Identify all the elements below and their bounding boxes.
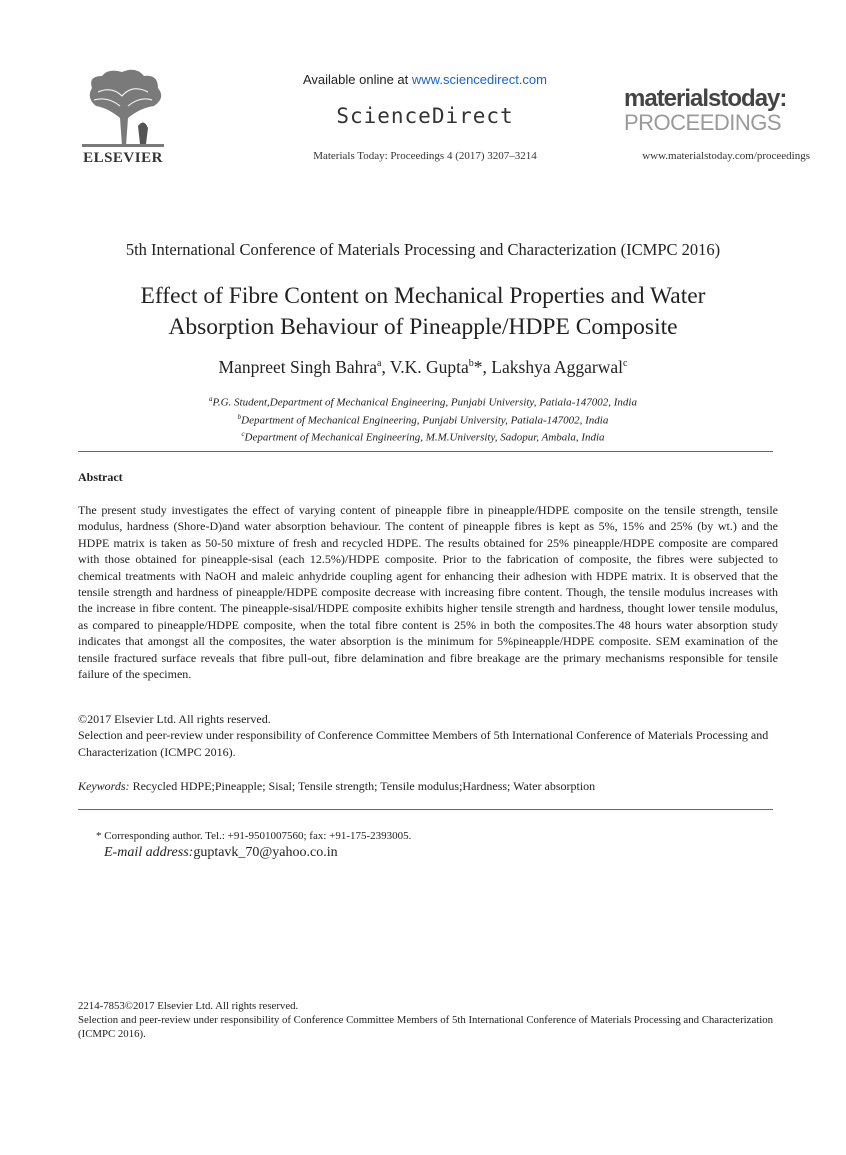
available-online — [240, 72, 610, 87]
email-label: E-mail address: — [104, 845, 194, 860]
author-list — [60, 357, 786, 378]
affiliation-b — [60, 410, 786, 428]
sciencedirect-link[interactable]: www.sciencedirect.com — [411, 72, 547, 87]
affiliation-c — [60, 427, 786, 445]
elsevier-wordmark: ELSEVIER — [83, 150, 163, 166]
corresponding-author-note: * Corresponding author. Tel.: +91-9501007560; fax: +91-175-2393005. — [96, 830, 412, 842]
author-affiliation-mark: c — [623, 358, 628, 370]
journal-logo-line1: materialstoday: — [624, 85, 787, 112]
divider-bottom — [78, 809, 773, 810]
journal-citation: Materials Today: Proceedings 4 (2017) 3207–3214 — [313, 150, 537, 162]
conference-name: 5th International Conference of Materials Processing and Characterization (ICMPC 2016) — [125, 240, 721, 259]
sciencedirect-wordmark: ScienceDirect — [336, 104, 514, 128]
author-affiliation-mark: b — [468, 358, 474, 370]
affiliation-text: P.G. Student,Department of Mechanical Engineering, Punjabi University, Patiala-147002, India — [212, 396, 637, 409]
author-separator: , — [381, 357, 390, 377]
title-line-2: Absorption Behaviour of Pineapple/HDPE Composite — [168, 314, 678, 340]
author-affiliation-mark: a — [376, 358, 382, 370]
abstract-copyright-block — [78, 711, 778, 760]
affiliations — [60, 392, 786, 445]
email-line — [104, 845, 704, 861]
journal-logo-line2: PROCEEDINGS — [624, 110, 782, 135]
title-line-1: Effect of Fibre Content on Mechanical Properties and Water — [140, 283, 706, 309]
abstract-body: The present study investigates the effect of varying content of pineapple fibre in pineapple/HDPE composite on the tensile strength, tensile modulus, hardness (Shore-D)and water absorption behaviour. The content of pineapple fibres is kept as 5%, 15% and 25% (by wt.) and the HDPE matrix is taken as 50-50 mixture of fresh and recycled HDPE. The results obtained for 25% pineapple/HDPE composite are compared with those obtained for pineapple-sisal (each 12.5%)/HDPE composite. Prior to the fabrication of composite, the fibres were subjected to chemical treatments with NaOH and maleic anhydride coupling agent for enhancing their adhesion with HDPE matrix. It is observed that the tensile strength and hardness of pineapple/HDPE composite decrease with increasing fibre content. Though, the tensile modulus increases with the increase in fibre content. The pineapple-sisal/HDPE composite exhibits higher tensile strength and hardness, thought lower tensile modulus, as compared to pineapple/HDPE composite, when the total fibre content is 25% in both the composites.The 48 hours water absorption study indicates that amongst all the composites, the water absorption is the minimum for 5%pineapple/HDPE composite. SEM examination of the tensile fractured surface reveals that fibre pull-out, fibre delamination and fibre breakage are the primary mechanisms responsible for tensile failure of the specimen. — [78, 503, 778, 682]
author-name: Manpreet Singh Bahra — [218, 357, 377, 377]
page-footer — [78, 999, 778, 1042]
paper-title — [60, 281, 786, 343]
affiliation-mark: c — [241, 430, 245, 439]
affiliation-text: Department of Mechanical Engineering, M.M.University, Sadopur, Ambala, India — [244, 431, 605, 444]
author-name: Lakshya Aggarwal — [491, 357, 623, 377]
affiliation-text: Department of Mechanical Engineering, Punjabi University, Patiala-147002, India — [241, 414, 609, 427]
footer-issn: 2214-7853©2017 Elsevier Ltd. All rights reserved. — [78, 1000, 299, 1012]
affiliation-mark: b — [237, 412, 242, 421]
keywords-text: Recycled HDPE;Pineapple; Sisal; Tensile strength; Tensile modulus;Hardness; Water absorption — [129, 779, 596, 793]
materials-today-logo — [620, 84, 810, 136]
author-separator: *, — [473, 357, 492, 377]
keywords-label: Keywords: — [78, 779, 130, 793]
available-online-prefix: Available online at — [302, 72, 412, 87]
peer-review-notice: Selection and peer-review under responsibility of Conference Committee Members of 5th International Conference of Materials Processing and Characterization (ICMPC 2016). — [78, 728, 769, 759]
affiliation-a — [60, 392, 786, 410]
abstract-heading: Abstract — [78, 470, 123, 484]
journal-url: www.materialstoday.com/proceedings — [642, 150, 810, 162]
copyright-notice: ©2017 Elsevier Ltd. All rights reserved. — [78, 712, 271, 726]
divider-top — [78, 451, 773, 452]
keywords — [78, 779, 778, 794]
tree-icon — [78, 68, 168, 150]
affiliation-mark: a — [209, 395, 213, 403]
footer-peer-review: Selection and peer-review under responsibility of Conference Committee Members of 5th International Conference of Materials Processing and Characterization (ICMPC 2016). — [78, 1014, 774, 1041]
author-name: V.K. Gupta — [389, 357, 469, 377]
email-address[interactable]: guptavk_70@yahoo.co.in — [193, 845, 338, 860]
